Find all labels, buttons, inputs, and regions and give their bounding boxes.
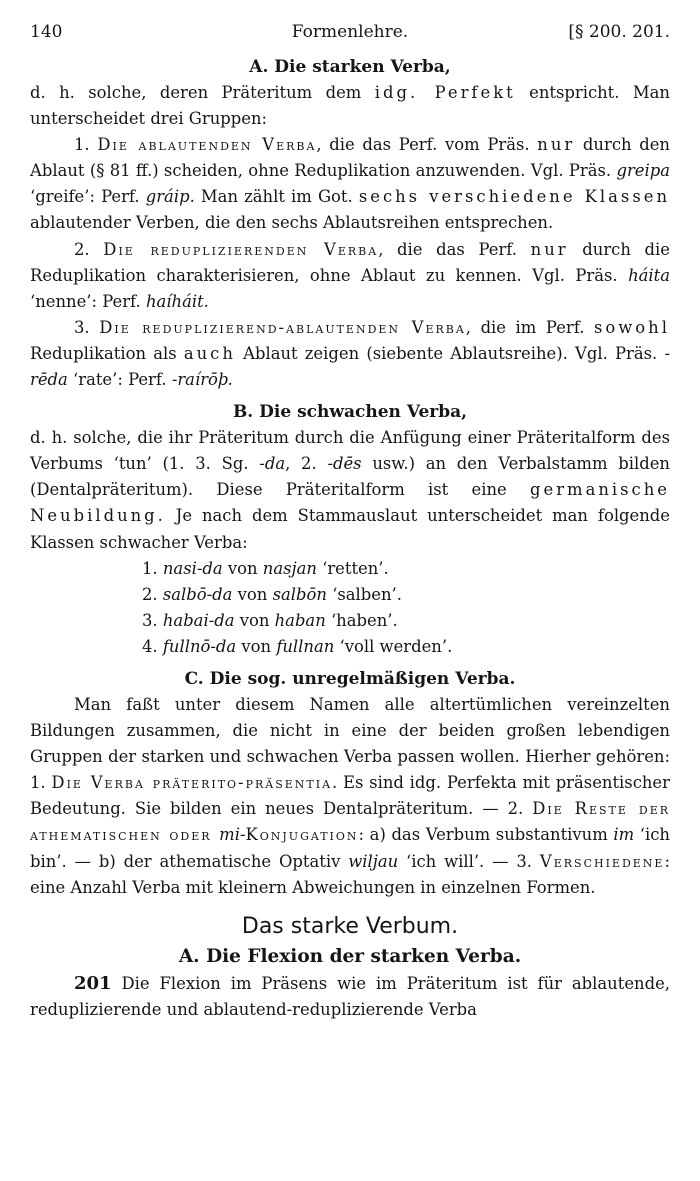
- gothic-form: salbō-da: [162, 584, 233, 604]
- weak-verbs-paragraph: [30, 425, 670, 555]
- gothic-form: -da: [259, 454, 286, 474]
- text-run: 2.: [74, 239, 104, 259]
- spaced-text: sechs verschiedene Klassen: [358, 187, 670, 207]
- weak-verb-class-list: [142, 556, 670, 660]
- item-number: 4.: [142, 636, 163, 656]
- text-run: von: [234, 610, 275, 630]
- running-title: Formenlehre.: [291, 22, 409, 42]
- small-caps-term: Konjugation: [245, 825, 359, 845]
- text-run: ablautender Verben, die den sechs Ablautsreihen entsprechen.: [30, 213, 554, 233]
- gloss: ‘haben’.: [325, 610, 398, 630]
- gloss: ‘salben’.: [326, 584, 402, 604]
- text-run: von: [232, 584, 273, 604]
- small-caps-term: Die Reste der athematischen oder: [30, 799, 671, 845]
- heading-strong-verbs: A. Die starken Verba,: [249, 57, 451, 77]
- group-3-paragraph: [30, 315, 670, 393]
- group-2-paragraph: [30, 237, 670, 315]
- item-number: 3.: [142, 610, 163, 630]
- spaced-text: idg. Perfekt: [374, 83, 516, 102]
- spaced-text: nur: [530, 239, 569, 259]
- gothic-form: im: [613, 825, 635, 845]
- gloss: ‘retten’.: [316, 558, 389, 578]
- section-reference: [§ 200. 201.: [568, 22, 670, 42]
- small-caps-term: Die ablautenden Verba: [97, 135, 317, 155]
- spaced-text: germanische Neubildung.: [30, 480, 670, 526]
- gloss: ‘voll werden’.: [334, 636, 453, 656]
- gothic-form: fullnan: [276, 636, 335, 656]
- small-caps-term: Verschiedene: [539, 851, 665, 871]
- irregular-verbs-paragraph: [30, 692, 670, 901]
- text-run: , die das Perf.: [378, 239, 531, 259]
- gothic-form: haban: [274, 610, 326, 630]
- gothic-form: -rēda: [30, 343, 670, 390]
- gothic-form: fullnō-da: [162, 636, 237, 656]
- small-caps-term: Die reduplizierend-ablautenden Verba: [99, 317, 466, 337]
- text-run: Die Flexion im Präsens wie im Präteritum ist für ablautende, reduplizierende und ablautend-reduplizierende Verba: [30, 973, 670, 1019]
- text-run: Ablaut zeigen (siebente Ablautsreihe). Vgl. Präs.: [235, 343, 665, 363]
- list-item: [142, 608, 670, 634]
- text-run: von: [236, 636, 277, 656]
- strong-verbs-intro: [30, 80, 670, 132]
- text-run: d. h. solche, die ihr Präteritum durch die Anfügung einer Präteritalform des Verbums ‘tun’ (1. 3. Sg.: [30, 428, 670, 474]
- gothic-form: habai-da: [162, 610, 235, 630]
- text-run: durch den Ablaut (§ 81 ff.) scheiden, ohne Reduplikation anzuwenden. Vgl. Präs.: [30, 135, 670, 181]
- text-run: usw.) an den Verbalstamm bilden (Dentalpräteritum). Diese Präteritalform ist eine: [30, 454, 670, 500]
- page-number: 140: [30, 22, 63, 42]
- text-run: entspricht. Man unterscheidet drei Gruppen:: [30, 83, 670, 129]
- text-run: , 2.: [285, 454, 328, 474]
- item-number: 1.: [142, 558, 163, 578]
- group-1-paragraph: [30, 132, 670, 236]
- paragraph-201: [30, 971, 670, 1023]
- text-run: , die das Perf. vom Präs.: [316, 135, 538, 155]
- subheading-flexion: A. Die Flexion der starken Verba.: [178, 945, 522, 967]
- running-header: [30, 22, 670, 54]
- document-page: [30, 22, 670, 1023]
- spaced-text: nur: [537, 135, 576, 155]
- text-run: von: [222, 558, 263, 578]
- list-item: [142, 582, 670, 608]
- gothic-form: -dēs: [327, 454, 362, 474]
- gothic-form: gráip.: [145, 187, 195, 207]
- spaced-text: auch: [183, 343, 236, 363]
- text-run: : a) das Verbum substantivum: [358, 825, 614, 845]
- text-run: ‘greife’: Perf.: [30, 187, 146, 207]
- list-item: [142, 634, 670, 660]
- text-run: durch die Reduplikation charakterisieren, ohne Ablaut zu kennen. Vgl. Präs.: [30, 239, 670, 285]
- gothic-form: greipa: [616, 161, 670, 181]
- text-run: , die im Perf.: [465, 317, 594, 337]
- gothic-form: wiljau: [348, 851, 399, 871]
- text-run: ‘ich bin’. — b) der athematische Optativ: [30, 825, 670, 871]
- gothic-form: mi-: [219, 825, 246, 845]
- chapter-title: Das starke Verbum.: [241, 913, 459, 939]
- gothic-form: háita: [628, 265, 670, 285]
- text-run: : eine Anzahl Verba mit kleinern Abweichungen in einzelnen Formen.: [30, 851, 670, 897]
- paragraph-number: 201: [74, 972, 112, 994]
- text-run: ‘nenne’: Perf.: [30, 291, 146, 311]
- text-run: Reduplikation als: [30, 343, 184, 363]
- text-run: Man faßt unter diesem Namen alle altertümlichen vereinzelten Bildungen zusammen, die nicht in eine der beiden großen lebendigen Gruppen der starken und schwachen Verba passen wollen. Hierher gehören: 1.: [30, 694, 670, 793]
- text-run: 1.: [74, 135, 98, 155]
- heading-weak-verbs: B. Die schwachen Verba,: [232, 402, 468, 423]
- small-caps-term: Die reduplizierenden Verba: [103, 239, 379, 259]
- heading-irregular-verbs: C. Die sog. unregelmäßigen Verba.: [184, 668, 516, 689]
- text-run: Je nach dem Stammauslaut unterscheidet man folgende Klassen schwacher Verba:: [30, 506, 670, 552]
- text-run: d. h. solche, deren Präteritum dem: [30, 83, 375, 102]
- text-run: . Es sind idg. Perfekta mit präsentischer Bedeutung. Sie bilden ein neues Dentalpräteritum. — 2.: [30, 773, 670, 819]
- text-run: Man zählt im Got.: [194, 187, 359, 207]
- item-number: 2.: [142, 584, 163, 604]
- gothic-form: nasi-da: [162, 558, 223, 578]
- small-caps-term: Die Verba präterito-präsentia: [51, 773, 333, 793]
- text-run: ‘ich will’. — 3.: [398, 851, 540, 871]
- text-run: 3.: [74, 317, 100, 337]
- spaced-text: sowohl: [594, 317, 670, 337]
- gothic-form: salbōn: [272, 584, 327, 604]
- list-item: [142, 556, 670, 582]
- gothic-form: -raírōþ.: [171, 370, 233, 390]
- text-run: ‘rate’: Perf.: [67, 370, 172, 390]
- gothic-form: haíháit.: [145, 291, 209, 311]
- gothic-form: nasjan: [262, 558, 317, 578]
